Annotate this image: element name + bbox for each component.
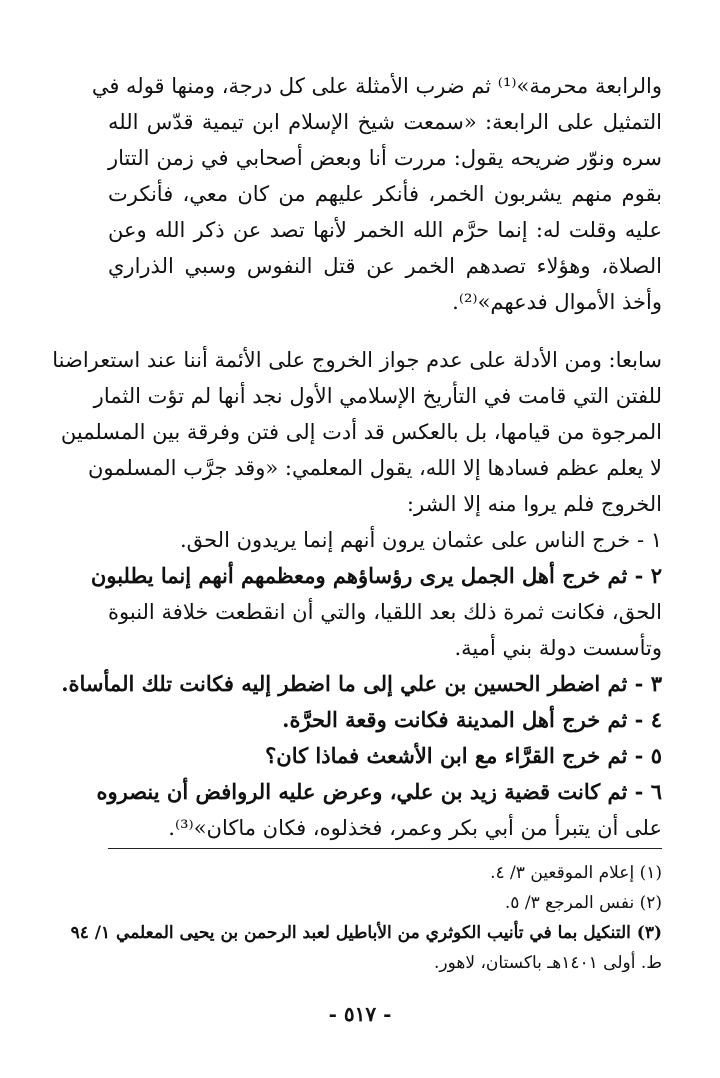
list-item-4: ٤ - ثم خرج أهل المدينة فكانت وقعة الحرَّة.	[282, 707, 662, 732]
paragraph-1-line-4: بقوم منهم يشربون الخمر، فأنكر عليهم من كان معي، فأنكرت	[108, 182, 662, 206]
footnote-separator	[108, 848, 662, 849]
paragraph-2-line-3: المرجوة من قيامها، بل بالعكس قد أدت إلى فتن وفرقة بين المسلمين	[60, 420, 662, 444]
paragraph-1-line-5: عليه وقلت له: إنما حرَّم الله الخمر لأنها تصد عن ذكر الله وعن	[108, 218, 662, 242]
footnote-3-line-1: (٣) التنكيل بما في تأنيب الكوثري من الأباطيل لعبد الرحمن بن يحيى المعلمي ١/ ٩٤	[70, 923, 662, 943]
paragraph-1-line-6: الصلاة، وهؤلاء تصدهم الخمر عن قتل النفوس وسبي الذراري	[108, 254, 662, 278]
paragraph-2-line-1: سابعا: ومن الأدلة على عدم جواز الخروج على الأئمة أننا عند استعراضنا	[52, 348, 662, 372]
footnote-3-line-2: ط. أولى ١٤٠١هـ باكستان، لاهور.	[433, 953, 662, 973]
page-number: - ٥١٧ -	[328, 1002, 392, 1026]
paragraph-2-line-4: لا يعلم عظم فسادها إلا الله، يقول المعلمي: «وقد جرَّب المسلمون	[87, 456, 662, 480]
list-item-3: ٣ - ثم اضطر الحسين بن علي إلى ما اضطر إليه فكانت تلك المأساة.	[61, 671, 662, 696]
list-item-6-line-2: على أن يتبرأ من أبي بكر وعمر، فخذلوه، فكان ماكان»⁽³⁾.	[168, 816, 662, 840]
list-item-2-line-2: الحق، فكانت ثمرة ذلك بعد اللقيا، والتي أن انقطعت خلافة النبوة	[108, 600, 662, 624]
list-item-2-line-1: ٢ - ثم خرج أهل الجمل يرى رؤساؤهم ومعظمهم أنهم إنما يطلبون	[90, 563, 662, 588]
paragraph-1-line-2: التمثيل على الرابعة: «سمعت شيخ الإسلام ابن تيمية قدّس الله	[108, 110, 662, 134]
paragraph-1-line-7: وأخذ الأموال فدعهم»⁽²⁾.	[452, 290, 662, 314]
paragraph-2-line-5: الخروج فلم يروا منه إلا الشر:	[406, 492, 662, 516]
list-item-6-line-1: ٦ - ثم كانت قضية زيد بن علي، وعرض عليه الروافض أن ينصروه	[96, 779, 662, 804]
paragraph-1-line-3: سره ونوّر ضريحه يقول: مررت أنا وبعض أصحابي في زمن التتار	[108, 146, 662, 170]
footnote-2: (٢) نفس المرجع ٣/ ٥.	[504, 893, 662, 913]
list-item-2-line-3: وتأسست دولة بني أمية.	[454, 636, 662, 660]
paragraph-2-line-2: للفتن التي قامت في التأريخ الإسلامي الأول نجد أنها لم تؤت الثمار	[93, 384, 662, 408]
list-item-5: ٥ - ثم خرج القرَّاء مع ابن الأشعث فماذا كان؟	[265, 743, 662, 768]
paragraph-1-line-1: والرابعة محرمة»⁽¹⁾ ثم ضرب الأمثلة على كل درجة، ومنها قوله في	[91, 74, 662, 98]
footnote-1: (١) إعلام الموقعين ٣/ ٤.	[490, 863, 662, 883]
list-item-1: ١ - خرج الناس على عثمان يرون أنهم إنما يريدون الحق.	[179, 528, 662, 552]
